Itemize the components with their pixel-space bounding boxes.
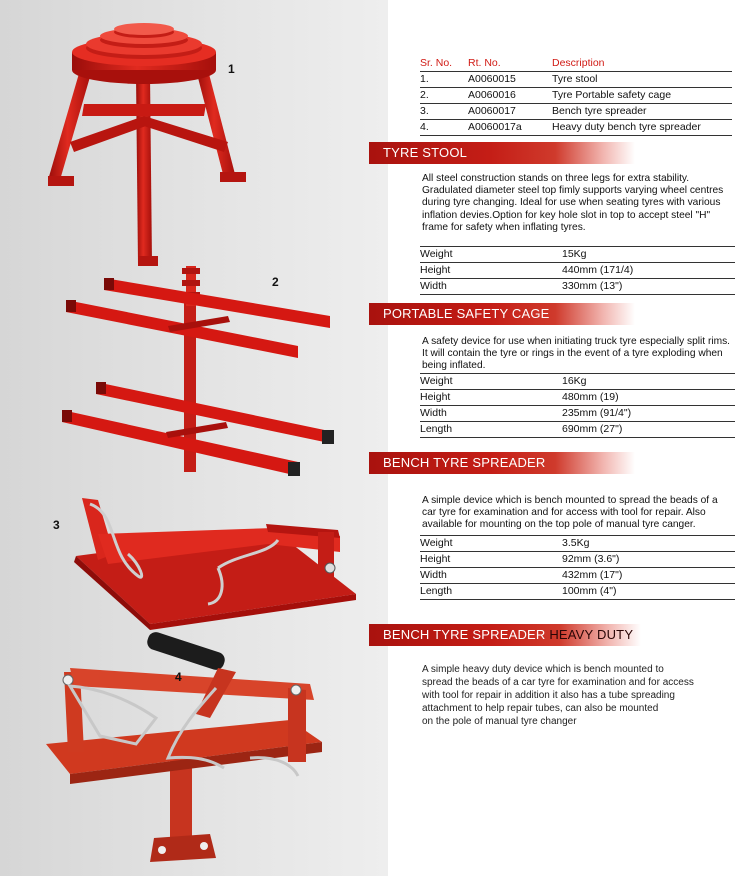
product-number-1: 1 <box>228 62 235 76</box>
cell-sr-no: 4. <box>420 121 429 133</box>
spec-value: 440mm (171/4) <box>562 264 634 276</box>
spec-label: Length <box>420 423 453 435</box>
table-row <box>420 120 732 136</box>
description-line: with tool for repair in addition it also has a tube spreading <box>422 690 675 701</box>
spec-label: Height <box>420 264 451 276</box>
cell-rt-no: A0060015 <box>468 73 516 85</box>
section-title-portable-safety-cage: PORTABLE SAFETY CAGE <box>369 303 635 325</box>
spec-row <box>420 584 735 600</box>
header-description: Description <box>552 57 605 69</box>
product-number-3: 3 <box>53 518 60 532</box>
cell-description: Bench tyre spreader <box>552 105 647 117</box>
spec-value: 235mm (91/4") <box>562 407 632 419</box>
spec-label: Width <box>420 407 447 419</box>
spec-value: 480mm (19) <box>562 391 619 403</box>
spec-row <box>420 406 735 422</box>
section-title-heavy-duty-spreader <box>369 624 641 646</box>
cell-sr-no: 2. <box>420 89 429 101</box>
spec-label: Weight <box>420 375 453 387</box>
product-index-table <box>420 56 732 136</box>
tyre-stool-photo <box>40 12 260 272</box>
spec-label: Width <box>420 280 447 292</box>
header-sr-no: Sr. No. <box>420 57 453 69</box>
spec-value: 92mm (3.6") <box>562 553 620 565</box>
description-line: spread the beads of a car tyre for examination and for access <box>422 677 694 688</box>
cell-rt-no: A0060016 <box>468 89 516 101</box>
table-row <box>420 104 732 120</box>
description-line: A simple heavy duty device which is bench mounted to <box>422 664 664 675</box>
spec-row <box>420 568 735 584</box>
cell-sr-no: 1. <box>420 73 429 85</box>
spec-row <box>420 422 735 438</box>
spec-label: Length <box>420 585 453 597</box>
description-line: attachment to help repair tubes, can also be mounted <box>422 703 659 714</box>
header-rt-no: Rt. No. <box>468 57 501 69</box>
product-number-4: 4 <box>175 670 182 684</box>
spec-row <box>420 263 735 279</box>
spec-label: Height <box>420 391 451 403</box>
description-line: on the pole of manual tyre changer <box>422 716 577 727</box>
spec-label: Height <box>420 553 451 565</box>
cell-rt-no: A0060017 <box>468 105 516 117</box>
heavy-duty-bench-tyre-spreader-photo <box>40 628 340 868</box>
spec-value: 16Kg <box>562 375 587 387</box>
heavy-duty-description <box>422 663 732 728</box>
section-title-bench-tyre-spreader: BENCH TYRE SPREADER <box>369 452 635 474</box>
bench-tyre-spreader-photo <box>68 494 368 629</box>
spec-value: 100mm (4") <box>562 585 617 597</box>
spec-label: Weight <box>420 248 453 260</box>
spec-value: 330mm (13") <box>562 280 623 292</box>
tyre-stool-description: All steel construction stands on three legs for extra stability. Gradulated diameter steel top fimly supports varying wheel centres during tyre changing. Ideal for use when seating tyres with various inflation devies.Option for key hole slot in top to accept steel "H" frame for safety when inflating tyres. <box>422 173 724 233</box>
spec-value: 432mm (17") <box>562 569 623 581</box>
bench-spreader-description: A simple device which is bench mounted to spread the beads of a car tyre for examination and for access with tool for repair. Also available for mounting on the top pole of manual tyre canger. <box>422 495 718 531</box>
spec-row <box>420 552 735 568</box>
portable-safety-cage-photo <box>58 262 348 492</box>
spec-row <box>420 279 735 295</box>
spec-label: Weight <box>420 537 453 549</box>
section-title-tyre-stool: TYRE STOOL <box>369 142 635 164</box>
tyre-stool-specs <box>420 246 735 295</box>
product-number-2: 2 <box>272 275 279 289</box>
safety-cage-specs <box>420 373 735 438</box>
spec-row <box>420 535 735 552</box>
cell-description: Tyre stool <box>552 73 598 85</box>
bench-spreader-specs <box>420 535 735 600</box>
table-row <box>420 72 732 88</box>
cell-description: Heavy duty bench tyre spreader <box>552 121 701 133</box>
cell-rt-no: A0060017a <box>468 121 522 133</box>
table-row <box>420 88 732 104</box>
spec-row <box>420 246 735 263</box>
spec-row <box>420 390 735 406</box>
spec-value: 690mm (27") <box>562 423 623 435</box>
cell-sr-no: 3. <box>420 105 429 117</box>
section-title-suffix: HEAVY DUTY <box>549 627 634 642</box>
spec-label: Width <box>420 569 447 581</box>
cell-description: Tyre Portable safety cage <box>552 89 672 101</box>
spec-row <box>420 373 735 390</box>
safety-cage-description: A safety device for use when initiating truck tyre especially split rims. It will contain the tyre or rings in the event of a tyre exploding when being inflated. <box>422 336 731 372</box>
spec-value: 15Kg <box>562 248 587 260</box>
table-header-row <box>420 56 732 72</box>
section-title-text: BENCH TYRE SPREADER <box>383 627 546 642</box>
spec-value: 3.5Kg <box>562 537 590 549</box>
